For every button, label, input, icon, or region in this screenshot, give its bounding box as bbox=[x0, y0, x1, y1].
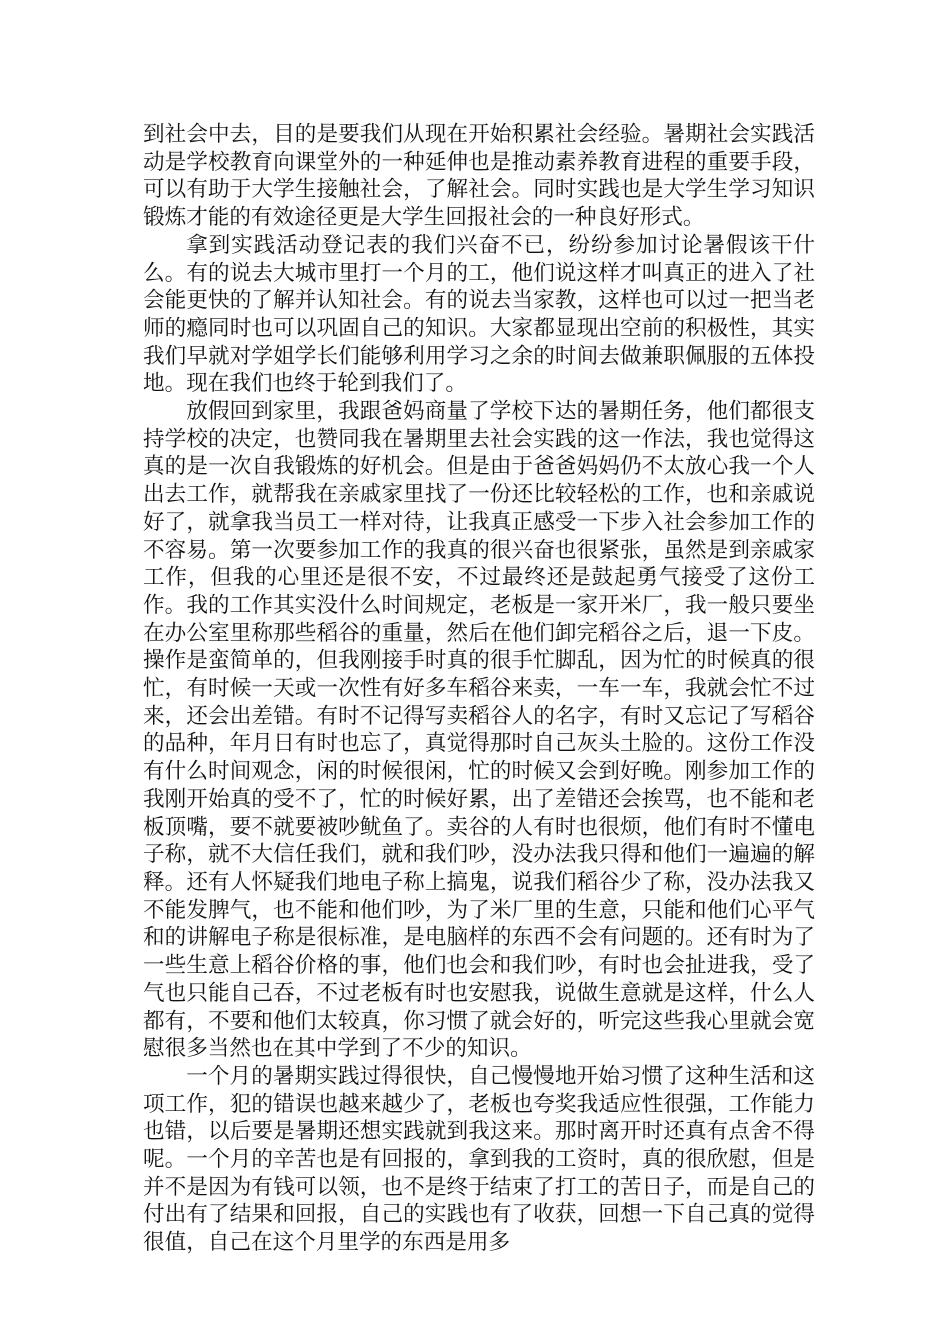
paragraph-3: 放假回到家里，我跟爸妈商量了学校下达的暑期任务，他们都很支持学校的决定，也赞同我在暑期里去社会实践的这一作法，我也觉得这真的是一次自我锻炼的好机会。但是由于爸爸妈妈仍不太放心我一个人出去工作，就帮我在亲戚家里找了一份还比较轻松的工作，也和亲戚说好了，就拿我当员工一样对待，让我真正感受一下步入社会参加工作的不容易。第一次要参加工作的我真的很兴奋也很紧张，虽然是到亲戚家工作，但我的心里还是很不安，不过最终还是鼓起勇气接受了这份工作。我的工作其实没什么时间规定，老板是一家开米厂，我一般只要坐在办公室里称那些稻谷的重量，然后在他们卸完稻谷之后，退一下皮。操作是蛮简单的，但我刚接手时真的很手忙脚乱，因为忙的时候真的很忙，有时候一天或一次性有好多车稻谷来卖，一车一车，我就会忙不过来，还会出差错。有时不记得写卖稻谷人的名字，有时又忘记了写稻谷的品种，年月日有时也忘了，真觉得那时自己灰头土脸的。这份工作没有什么时间观念，闲的时候很闲，忙的时候又会到好晚。刚参加工作的我刚开始真的受不了，忙的时候好累，出了差错还会挨骂，也不能和老板顶嘴，要不就要被吵鱿鱼了。卖谷的人有时也很烦，他们有时不懂电子称，就不大信任我们，就和我们吵，没办法我只得和他们一遍遍的解释。还有人怀疑我们地电子称上搞鬼，说我们稻谷少了称，没办法我又不能发脾气，也不能和他们吵，为了米厂里的生意，只能和他们心平气和的讲解电子称是很标准，是电脑样的东西不会有问题的。还有时为了一些生意上稻谷价格的事，他们也会和我们吵，有时也会扯进我，受了气也只能自己吞，不过老板有时也安慰我，说做生意就是这样，什么人都有，不要和他们太较真，你习惯了就会好的，听完这些我心里就会宽慰很多当然也在其中学到了不少的知识。 bbox=[143, 399, 815, 1062]
paragraph-1: 到社会中去，目的是要我们从现在开始积累社会经验。暑期社会实践活动是学校教育向课堂外的一种延伸也是推动素养教育进程的重要手段，可以有助于大学生接触社会，了解社会。同时实践也是大学生学习知识锻炼才能的有效途径更是大学生回报社会的一种良好形式。 bbox=[143, 122, 815, 231]
paragraph-2: 拿到实践活动登记表的我们兴奋不已，纷纷参加讨论暑假该干什么。有的说去大城市里打一个月的工，他们说这样才叫真正的进入了社会能更快的了解并认知社会。有的说去当家教，这样也可以过一把当老师的瘾同时也可以巩固自己的知识。大家都显现出空前的积极性，其实我们早就对学姐学长们能够利用学习之余的时间去做兼职佩服的五体投地。现在我们也终于轮到我们了。 bbox=[143, 232, 815, 397]
paragraph-4: 一个月的暑期实践过得很快，自己慢慢地开始习惯了这种生活和这项工作，犯的错误也越来越少了，老板也夸奖我适应性很强，工作能力也错，以后要是暑期还想实践就到我这来。那时离开时还真有点舍不得呢。一个月的辛苦也是有回报的，拿到我的工资时，真的很欣慰，但是并不是因为有钱可以领，也不是终于结束了打工的苦日子，而是自己的付出有了结果和回报，自己的实践也有了收获，回想一下自己真的觉得很值，自己在这个月里学的东西是用多 bbox=[143, 1063, 815, 1256]
document-body bbox=[143, 121, 815, 1257]
